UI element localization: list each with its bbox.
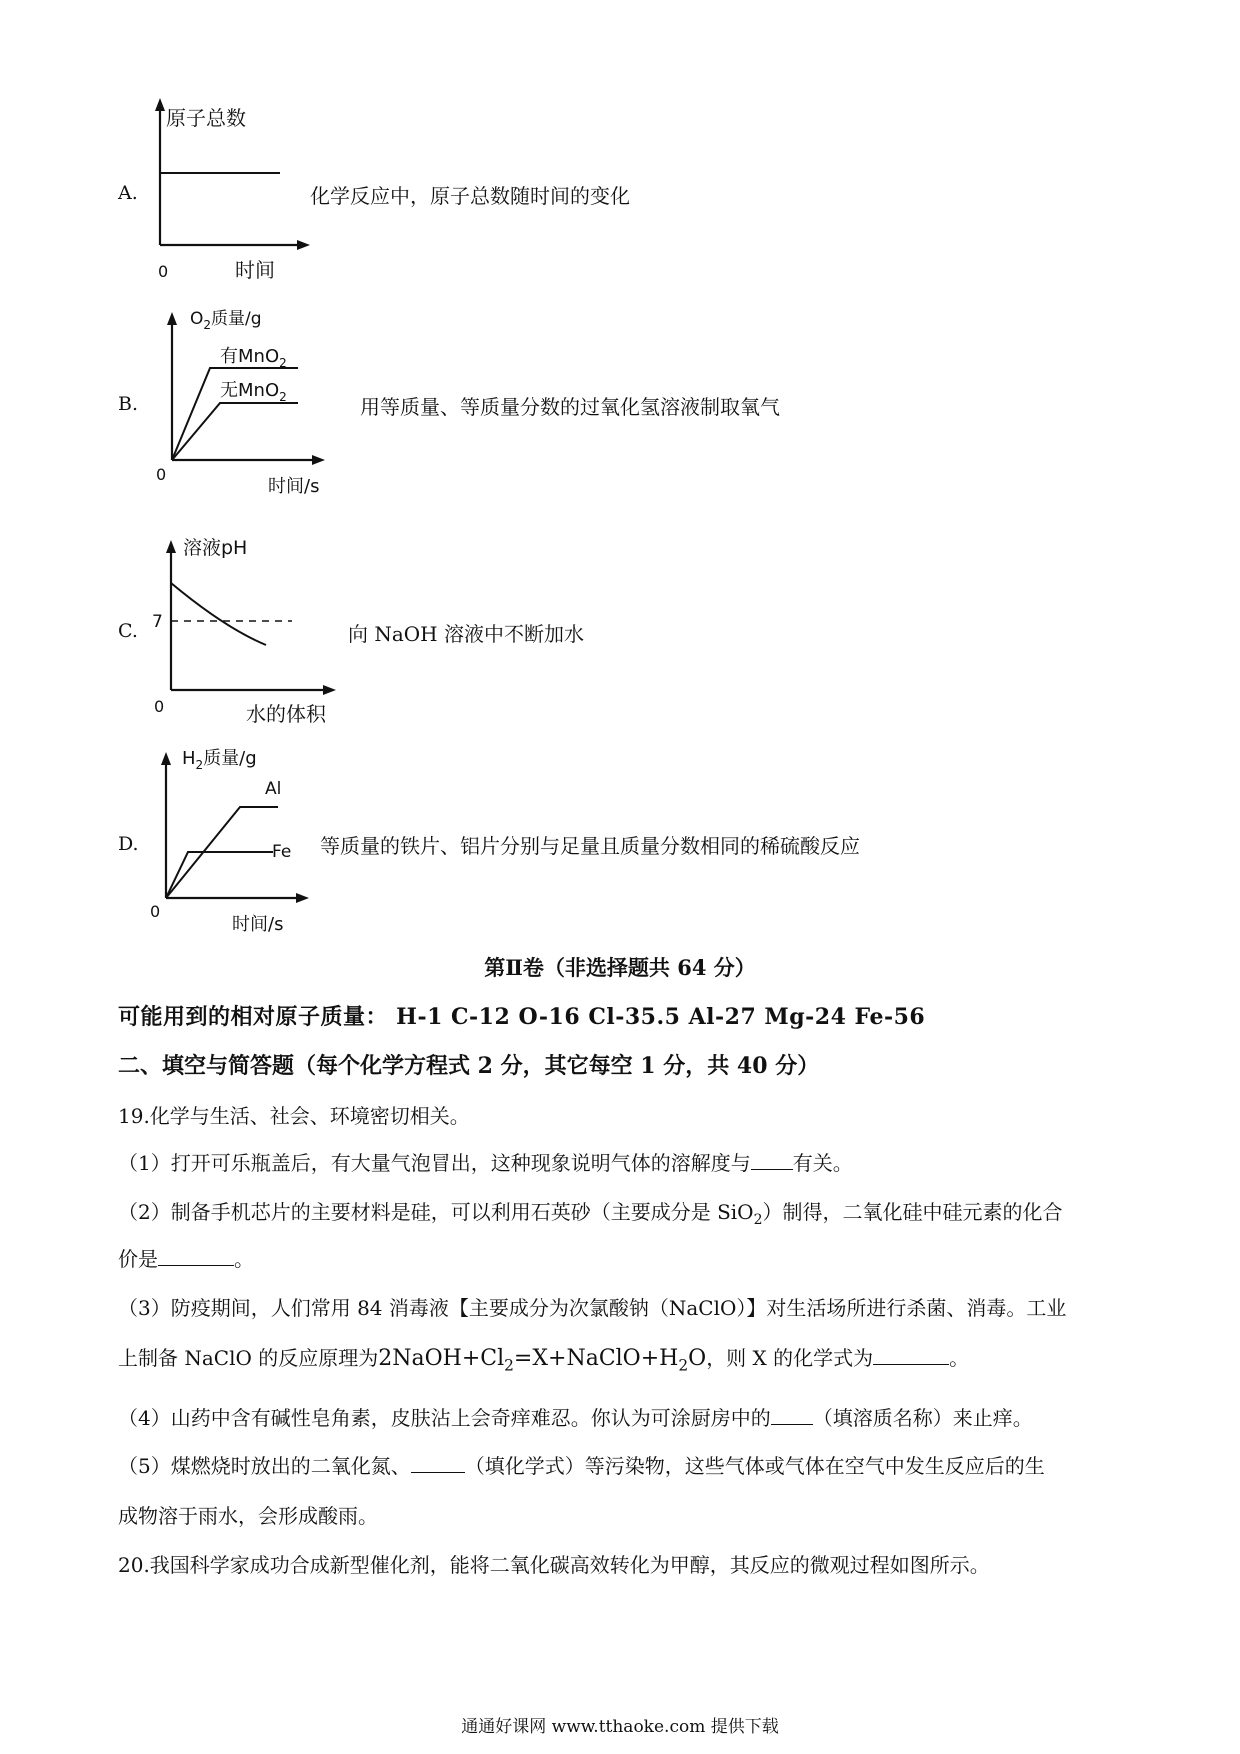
series-label-fe: Fe [272,842,292,862]
reference-tick-label: 7 [152,612,163,632]
series-label-without-mno2: 无MnO$_2$ [220,380,287,404]
origin-label: 0 [158,262,169,281]
page-footer: 通通好课网 www.tthaoke.com 提供下载 [461,1717,779,1737]
question-19-part-1 [118,1147,1138,1176]
part-2-text-cont: ）制得，二氧化硅中硅元素的化合 [762,1200,1063,1224]
x-axis-arrow [296,893,309,903]
part-2-subscript: 2 [753,1212,763,1228]
part-2-text: （2）制备手机芯片的主要材料是硅，可以利用石英砂（主要成分是 SiO [118,1200,754,1224]
x-axis-arrow [323,685,336,695]
series-label-with-mno2: 有MnO$_2$ [220,346,287,370]
x-axis-label: 时间 [235,258,275,282]
y-axis-arrow [167,312,177,325]
answer-blank-4 [771,1406,813,1425]
atomic-masses: 可能用到的相对原子质量： H-1 C-12 O-16 Cl-35.5 Al-27 Mg-24 Fe-56 [118,1004,926,1030]
x-axis-label: 时间/s [268,476,320,497]
question-19-part-2-line-2 [118,1243,1138,1272]
part-2-text-end: 。 [234,1247,254,1271]
answer-blank-5 [411,1454,465,1473]
y-axis-label: 溶液pH [183,537,248,559]
x-axis-arrow [297,240,310,250]
question-19-part-2 [118,1196,1138,1228]
question-19-part-3: （3）防疫期间，人们常用 84 消毒液【主要成分为次氯酸钠（NaClO）】对生活场所进行杀菌、消毒。工业 [118,1296,1067,1320]
answer-blank-1 [751,1151,793,1170]
x-axis-label: 时间/s [232,914,284,935]
answer-blank-2 [158,1247,234,1266]
part-1-text-end: 有关。 [792,1151,853,1175]
option-c-graph [140,528,360,728]
option-c-description: 向 NaOH 溶液中不断加水 [348,622,584,646]
y-axis-label: $H_2$质量/g [182,748,257,772]
series-line-without-mno2 [172,403,298,460]
part-1-text: （1）打开可乐瓶盖后，有大量气泡冒出，这种现象说明气体的溶解度与 [118,1151,751,1175]
part-4-text: （4）山药中含有碱性皂角素，皮肤沾上会奇痒难忍。你认为可涂厨房中的 [118,1406,771,1430]
option-b-graph [140,300,360,505]
part-5-text: （5）煤燃烧时放出的二氧化氮、 [118,1454,411,1478]
answer-blank-3 [873,1346,949,1365]
origin-label: 0 [156,465,167,484]
y-axis-arrow [166,540,176,553]
question-19-stem: 19.化学与生活、社会、环境密切相关。 [118,1104,470,1128]
question-19-part-5-line-2: 成物溶于雨水，会形成酸雨。 [118,1504,378,1528]
option-d-description: 等质量的铁片、铝片分别与足量且质量分数相同的稀硫酸反应 [320,834,860,858]
option-a-description: 化学反应中，原子总数随时间的变化 [310,184,630,208]
section-title: 第Ⅱ卷（非选择题共 64 分） [484,955,756,980]
y-axis-arrow [155,98,165,111]
origin-label: 0 [150,902,161,921]
option-letter-d: D. [118,833,139,855]
option-b-description: 用等质量、等质量分数的过氧化氢溶液制取氧气 [360,395,780,419]
x-axis-arrow [312,455,325,465]
option-a-graph [140,95,320,290]
part-3-text-line2: 上制备 NaClO 的反应原理为 [118,1346,379,1370]
question-19-part-5 [118,1450,1138,1479]
part-5-text-cont: （填化学式）等污染物，这些气体或气体在空气中发生反应后的生 [464,1454,1045,1478]
part-4-text-end: （填溶质名称）来止痒。 [812,1406,1033,1430]
series-line-fe [166,852,273,898]
part-3-text-cont: ，则 X 的化学式为 [706,1346,874,1370]
question-19-part-4 [118,1402,1138,1431]
origin-label: 0 [154,697,165,716]
question-19-part-3-line-2 [118,1342,1138,1374]
x-axis-label: 水的体积 [246,702,326,726]
question-20-stem: 20.我国科学家成功合成新型催化剂，能将二氧化碳高效转化为甲醇，其反应的微观过程如图所示。 [118,1553,990,1577]
series-label-al: Al [265,779,282,799]
reaction-equation: $2NaOH+Cl_2=X+NaClO+H_2O$ [378,1346,707,1375]
option-d-graph [140,740,340,940]
y-axis-label: $O_2$质量/g [190,309,262,332]
option-letter-a: A. [118,182,138,204]
option-letter-b: B. [118,393,139,415]
option-letter-c: C. [118,620,138,642]
part-2-text-line2: 价是 [118,1247,158,1271]
y-axis-label: 原子总数 [166,106,246,130]
part-3-text-end: 。 [949,1346,970,1370]
ph-curve [171,583,266,645]
y-axis-arrow [161,752,171,765]
part-title: 二、填空与简答题（每个化学方程式 2 分，其它每空 1 分，共 40 分） [118,1053,820,1079]
